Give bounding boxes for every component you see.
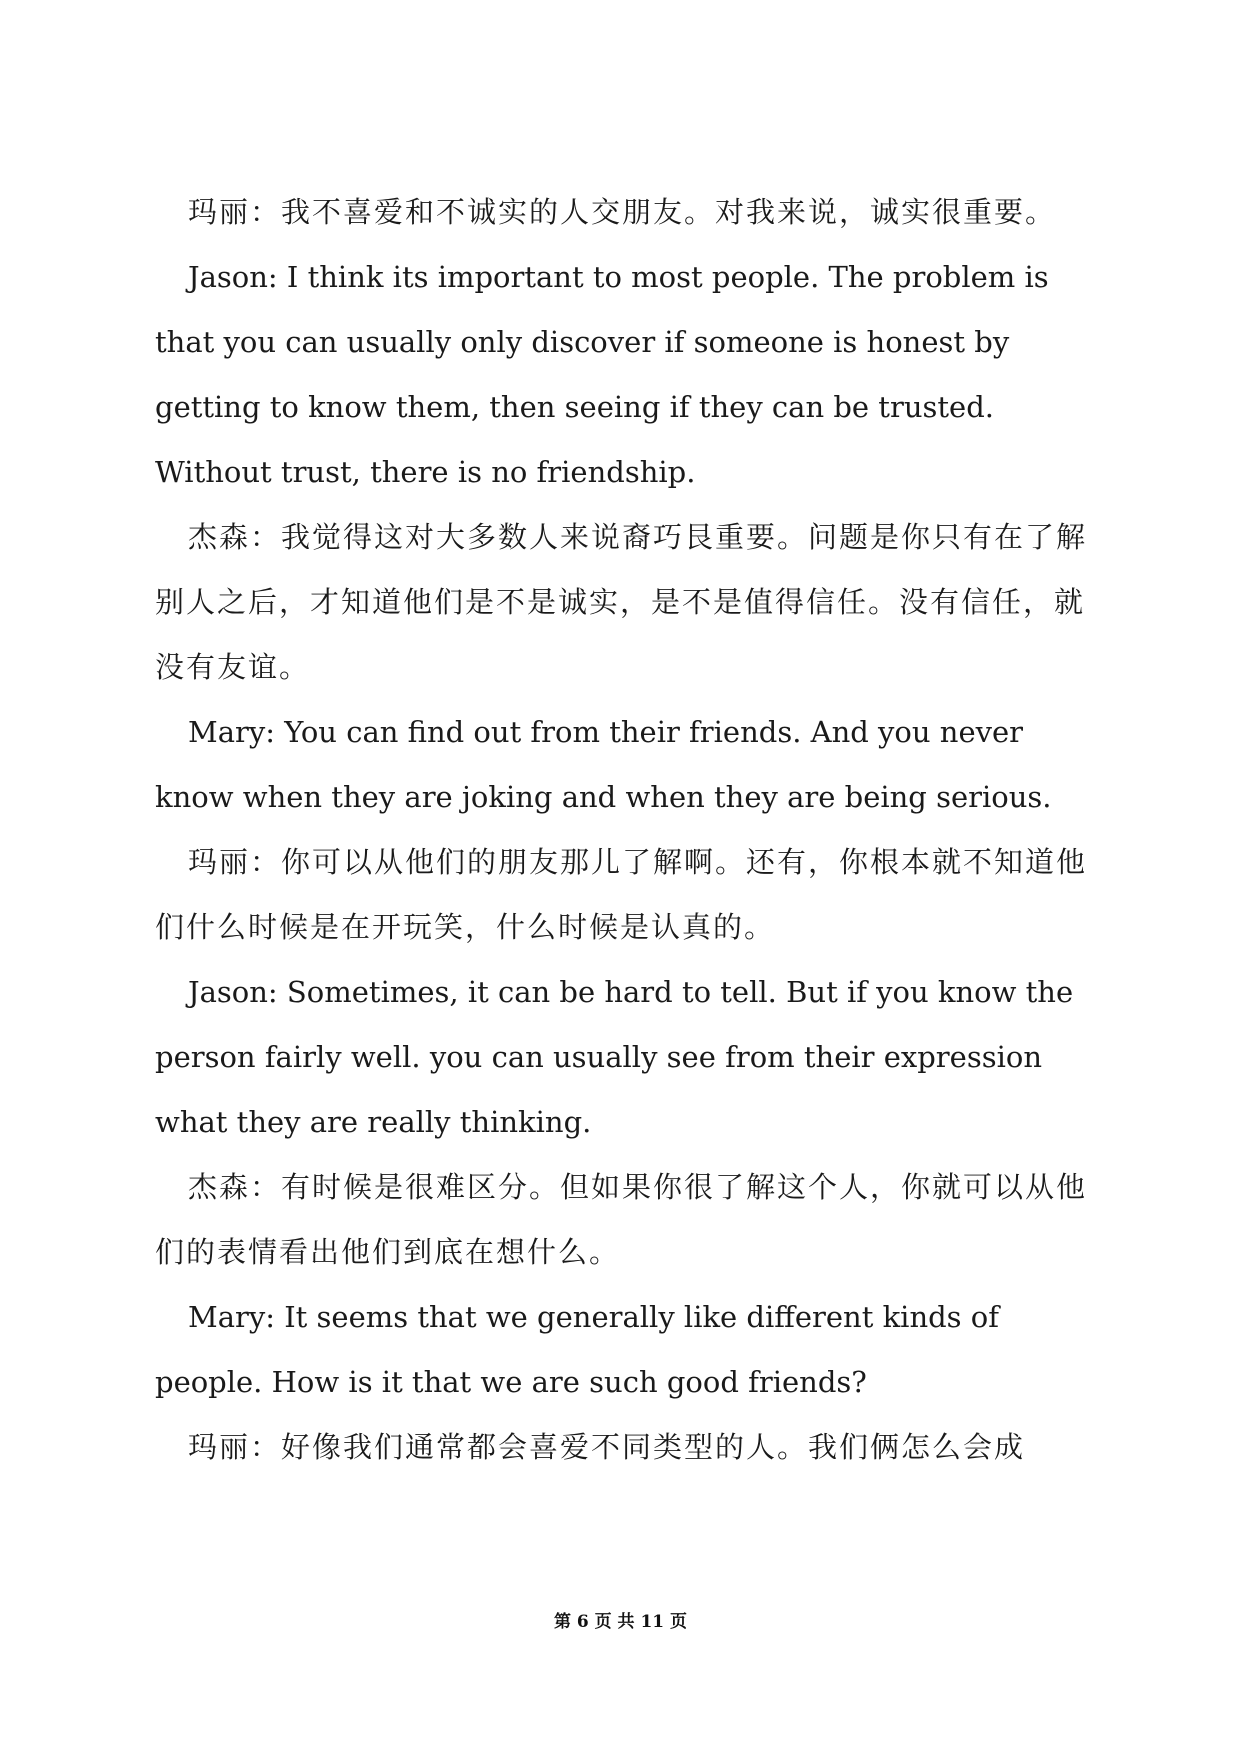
dialogue-paragraph: Jason: I think its important to most people. The problem is that you can usually only discover if someone is honest by getting to know them, then seeing if they can be trusted. Without trust, there is no friendship.: [155, 260, 1049, 489]
dialogue-paragraph: 玛丽：好像我们通常都会喜爱不同类型的人。我们俩怎么会成: [188, 1430, 1026, 1464]
dialogue-paragraph: Jason: Sometimes, it can be hard to tell. But if you know the person fairly well. you can usually see from their expression what they are really thinking.: [155, 975, 1074, 1139]
dialogue-paragraph: 玛丽：我不喜爱和不诚实的人交朋友。对我来说，诚实很重要。: [188, 195, 1057, 229]
dialogue-paragraph: Mary: It seems that we generally like different kinds of people. How is it that we are such good friends?: [155, 1300, 999, 1399]
dialogue-paragraph: Mary: You can find out from their friends. And you never know when they are joking and when they are being serious.: [155, 715, 1052, 814]
document-body: [155, 180, 1090, 1480]
dialogue-paragraph: 杰森：有时候是很难区分。但如果你很了解这个人，你就可以从他们的表情看出他们到底在想什么。: [155, 1170, 1088, 1269]
dialogue-paragraph: 杰森：我觉得这对大多数人来说裔巧艮重要。问题是你只有在了解别人之后，才知道他们是不是诚实，是不是值得信任。没有信任，就没有友谊。: [155, 520, 1088, 684]
dialogue-paragraph: 玛丽：你可以从他们的朋友那儿了解啊。还有，你根本就不知道他们什么时候是在开玩笑，什么时候是认真的。: [155, 845, 1088, 944]
page-number-footer: 第 6 页 共 11 页: [553, 1612, 688, 1632]
